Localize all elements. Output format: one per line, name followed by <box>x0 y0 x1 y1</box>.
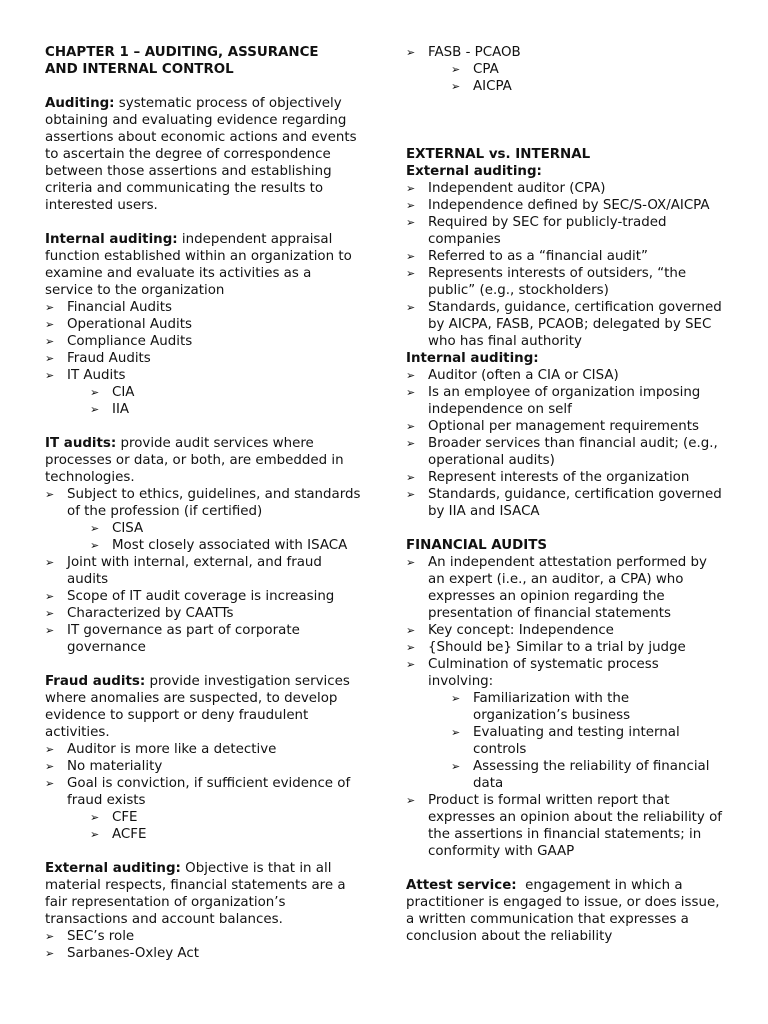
attest-service-term: Attest service: <box>406 878 517 893</box>
it-audits-list-a <box>45 486 363 520</box>
list-item: ➢ No materiality <box>45 758 363 775</box>
fraud-audits-text: provide investigation services where anomalies are suspected, to develop evidence to support or deny fraudulent activities. <box>45 674 350 740</box>
list-item: ➢ Is an employee of organization imposing independence on self <box>406 384 724 418</box>
chapter-title-line-2: AND INTERNAL CONTROL <box>45 62 234 77</box>
list-item: ➢ Referred to as a “financial audit” <box>406 248 724 265</box>
list-item: ➢ IIA <box>90 401 363 418</box>
auditing-definition <box>45 95 363 214</box>
list-item: ➢ Financial Audits <box>45 299 363 316</box>
fraud-audits-term: Fraud audits: <box>45 674 146 689</box>
list-item: ➢ Represents interests of outsiders, “the public” (e.g., stockholders) <box>406 265 724 299</box>
list-item: ➢ Operational Audits <box>45 316 363 333</box>
list-item: ➢ Assessing the reliability of financial data <box>451 758 724 792</box>
it-audits-term: IT audits: <box>45 436 117 451</box>
list-item: ➢ CIA <box>90 384 363 401</box>
external-auditing-term: External auditing: <box>45 861 181 876</box>
standards-list <box>406 44 724 61</box>
list-item: ➢ Goal is conviction, if sufficient evidence of fraud exists <box>45 775 363 809</box>
list-item: ➢ CPA <box>451 61 724 78</box>
internal-audit-types-list <box>45 299 363 384</box>
internal-auditing-text: independent appraisal function established within an organization to examine and evaluate its activities as a service to the organization <box>45 232 352 298</box>
list-item: ➢ Product is formal written report that expresses an opinion about the reliability of the assertions in financial statements; in conformity with GAAP <box>406 792 724 860</box>
list-item: ➢ An independent attestation performed by an expert (i.e., an auditor, a CPA) who expresses an opinion regarding the presentation of financial statements <box>406 554 724 622</box>
list-item: ➢ Fraud Audits <box>45 350 363 367</box>
list-item: ➢ Auditor is more like a detective <box>45 741 363 758</box>
chapter-title-line-1: CHAPTER 1 – AUDITING, ASSURANCE <box>45 45 319 60</box>
financial-audits-list <box>406 554 724 690</box>
list-item: ➢ Key concept: Independence <box>406 622 724 639</box>
internal-sub-list <box>90 384 363 418</box>
list-item: ➢ Standards, guidance, certification governed by AICPA, FASB, PCAOB; delegated by SEC who has final authority <box>406 299 724 350</box>
attest-service-definition <box>406 877 724 945</box>
fraud-sub-list <box>90 809 363 843</box>
list-item: ➢ ACFE <box>90 826 363 843</box>
list-item: ➢ Independence defined by SEC/S-OX/AICPA <box>406 197 724 214</box>
external-auditing-points <box>406 180 724 350</box>
list-item: ➢ Joint with internal, external, and fraud audits <box>45 554 363 588</box>
financial-audits-heading: FINANCIAL AUDITS <box>406 538 547 553</box>
internal-auditing-points <box>406 367 724 520</box>
financial-audits-sub-list <box>451 690 724 792</box>
standards-sub-list <box>451 61 724 95</box>
list-item: ➢ Broader services than financial audit; (e.g., operational audits) <box>406 435 724 469</box>
list-item: ➢ Most closely associated with ISACA <box>90 537 363 554</box>
list-item: ➢ FASB - PCAOB <box>406 44 724 61</box>
list-item: ➢ IT governance as part of corporate governance <box>45 622 363 656</box>
list-item: ➢ CISA <box>90 520 363 537</box>
list-item: ➢ Independent auditor (CPA) <box>406 180 724 197</box>
internal-auditing-term: Internal auditing: <box>45 232 178 247</box>
list-item: ➢ Familiarization with the organization’s business <box>451 690 724 724</box>
list-item: ➢ Sarbanes-Oxley Act <box>45 945 363 962</box>
list-item: ➢ Standards, guidance, certification governed by IIA and ISACA <box>406 486 724 520</box>
left-column <box>45 44 363 962</box>
list-item: ➢ Characterized by CAATTs <box>45 605 363 622</box>
list-item: ➢ IT Audits <box>45 367 363 384</box>
it-audits-sub-list <box>90 520 363 554</box>
external-auditing-heading: External auditing: <box>406 164 542 179</box>
list-item: ➢ Culmination of systematic process involving: <box>406 656 724 690</box>
it-audits-definition <box>45 435 363 486</box>
list-item: ➢ AICPA <box>451 78 724 95</box>
external-auditing-list <box>45 928 363 962</box>
it-audits-list-b <box>45 554 363 656</box>
list-item: ➢ Represent interests of the organization <box>406 469 724 486</box>
list-item: ➢ CFE <box>90 809 363 826</box>
list-item: ➢ {Should be} Similar to a trial by judge <box>406 639 724 656</box>
internal-auditing-definition <box>45 231 363 299</box>
external-vs-internal-heading: EXTERNAL vs. INTERNAL <box>406 147 591 162</box>
list-item: ➢ Subject to ethics, guidelines, and standards of the profession (if certified) <box>45 486 363 520</box>
attest-service-text: engagement in which a practitioner is engaged to issue, or does issue, a written communication that expresses a conclusion about the reliability <box>406 878 724 944</box>
fraud-audits-list <box>45 741 363 809</box>
list-item: ➢ Compliance Audits <box>45 333 363 350</box>
auditing-term: Auditing: <box>45 96 115 111</box>
list-item: ➢ SEC’s role <box>45 928 363 945</box>
external-auditing-definition <box>45 860 363 928</box>
list-item: ➢ Required by SEC for publicly-traded companies <box>406 214 724 248</box>
list-item: ➢ Evaluating and testing internal controls <box>451 724 724 758</box>
fraud-audits-definition <box>45 673 363 741</box>
right-column <box>406 44 724 945</box>
it-audits-text: provide audit services where processes or data, or both, are embedded in technologies. <box>45 436 344 485</box>
list-item: ➢ Auditor (often a CIA or CISA) <box>406 367 724 384</box>
auditing-text: systematic process of objectively obtaining and evaluating evidence regarding assertions about economic actions and events to ascertain the degree of correspondence between those assertions and establishing criteria and communicating the results to interested users. <box>45 96 357 213</box>
external-auditing-text: Objective is that in all material respects, financial statements are a fair representation of organization’s transactions and account balances. <box>45 861 346 927</box>
internal-auditing-heading: Internal auditing: <box>406 351 539 366</box>
chapter-title <box>45 44 363 78</box>
list-item: ➢ Optional per management requirements <box>406 418 724 435</box>
list-item: ➢ Scope of IT audit coverage is increasing <box>45 588 363 605</box>
financial-audits-list-end <box>406 792 724 860</box>
